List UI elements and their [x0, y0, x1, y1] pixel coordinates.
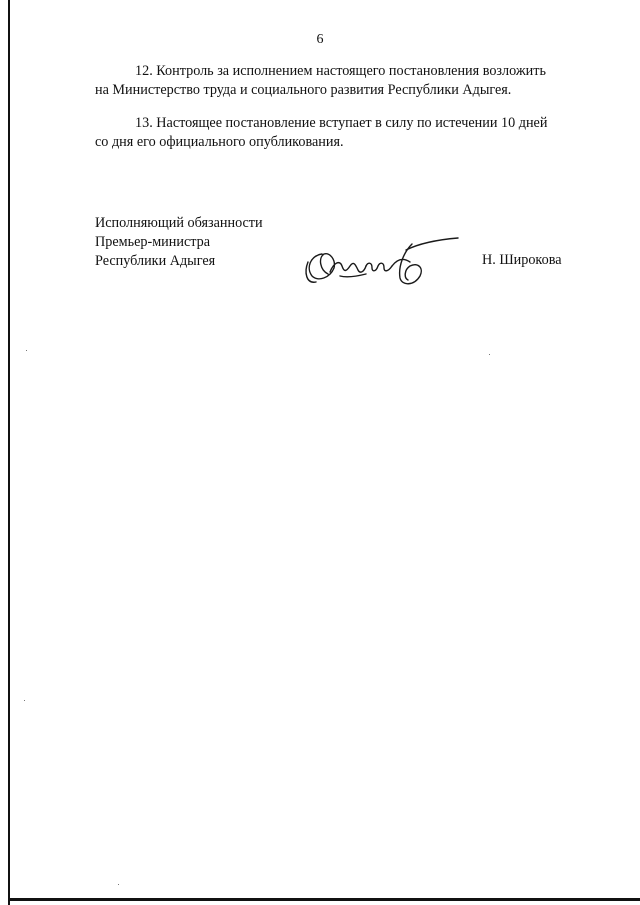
- scan-speck: [26, 350, 27, 351]
- scan-border-bottom: [8, 898, 640, 901]
- paragraph-12: [95, 62, 575, 100]
- signer-name: Н. Широкова: [482, 252, 562, 268]
- scan-speck: [489, 354, 490, 355]
- signatory-title-line: Республики Адыгея: [95, 253, 216, 269]
- scan-speck: [118, 884, 119, 885]
- paragraph-line: 12. Контроль за исполнением настоящего постановления возложить: [135, 63, 546, 79]
- signatory-title: [95, 214, 263, 271]
- handwritten-signature: [300, 232, 460, 290]
- page-number: 6: [316, 32, 324, 47]
- paragraph-line: со дня его официального опубликования.: [95, 134, 344, 150]
- paragraph-line: 13. Настоящее постановление вступает в силу по истечении 10 дней: [135, 115, 548, 131]
- signatory-title-line: Премьер-министра: [95, 234, 211, 250]
- signatory-title-line: Исполняющий обязанности: [95, 215, 263, 231]
- paragraph-13: [95, 114, 575, 152]
- scan-speck: [24, 700, 25, 701]
- scan-border-left: [8, 0, 10, 905]
- paragraph-line: на Министерство труда и социального развития Республики Адыгея.: [95, 82, 512, 98]
